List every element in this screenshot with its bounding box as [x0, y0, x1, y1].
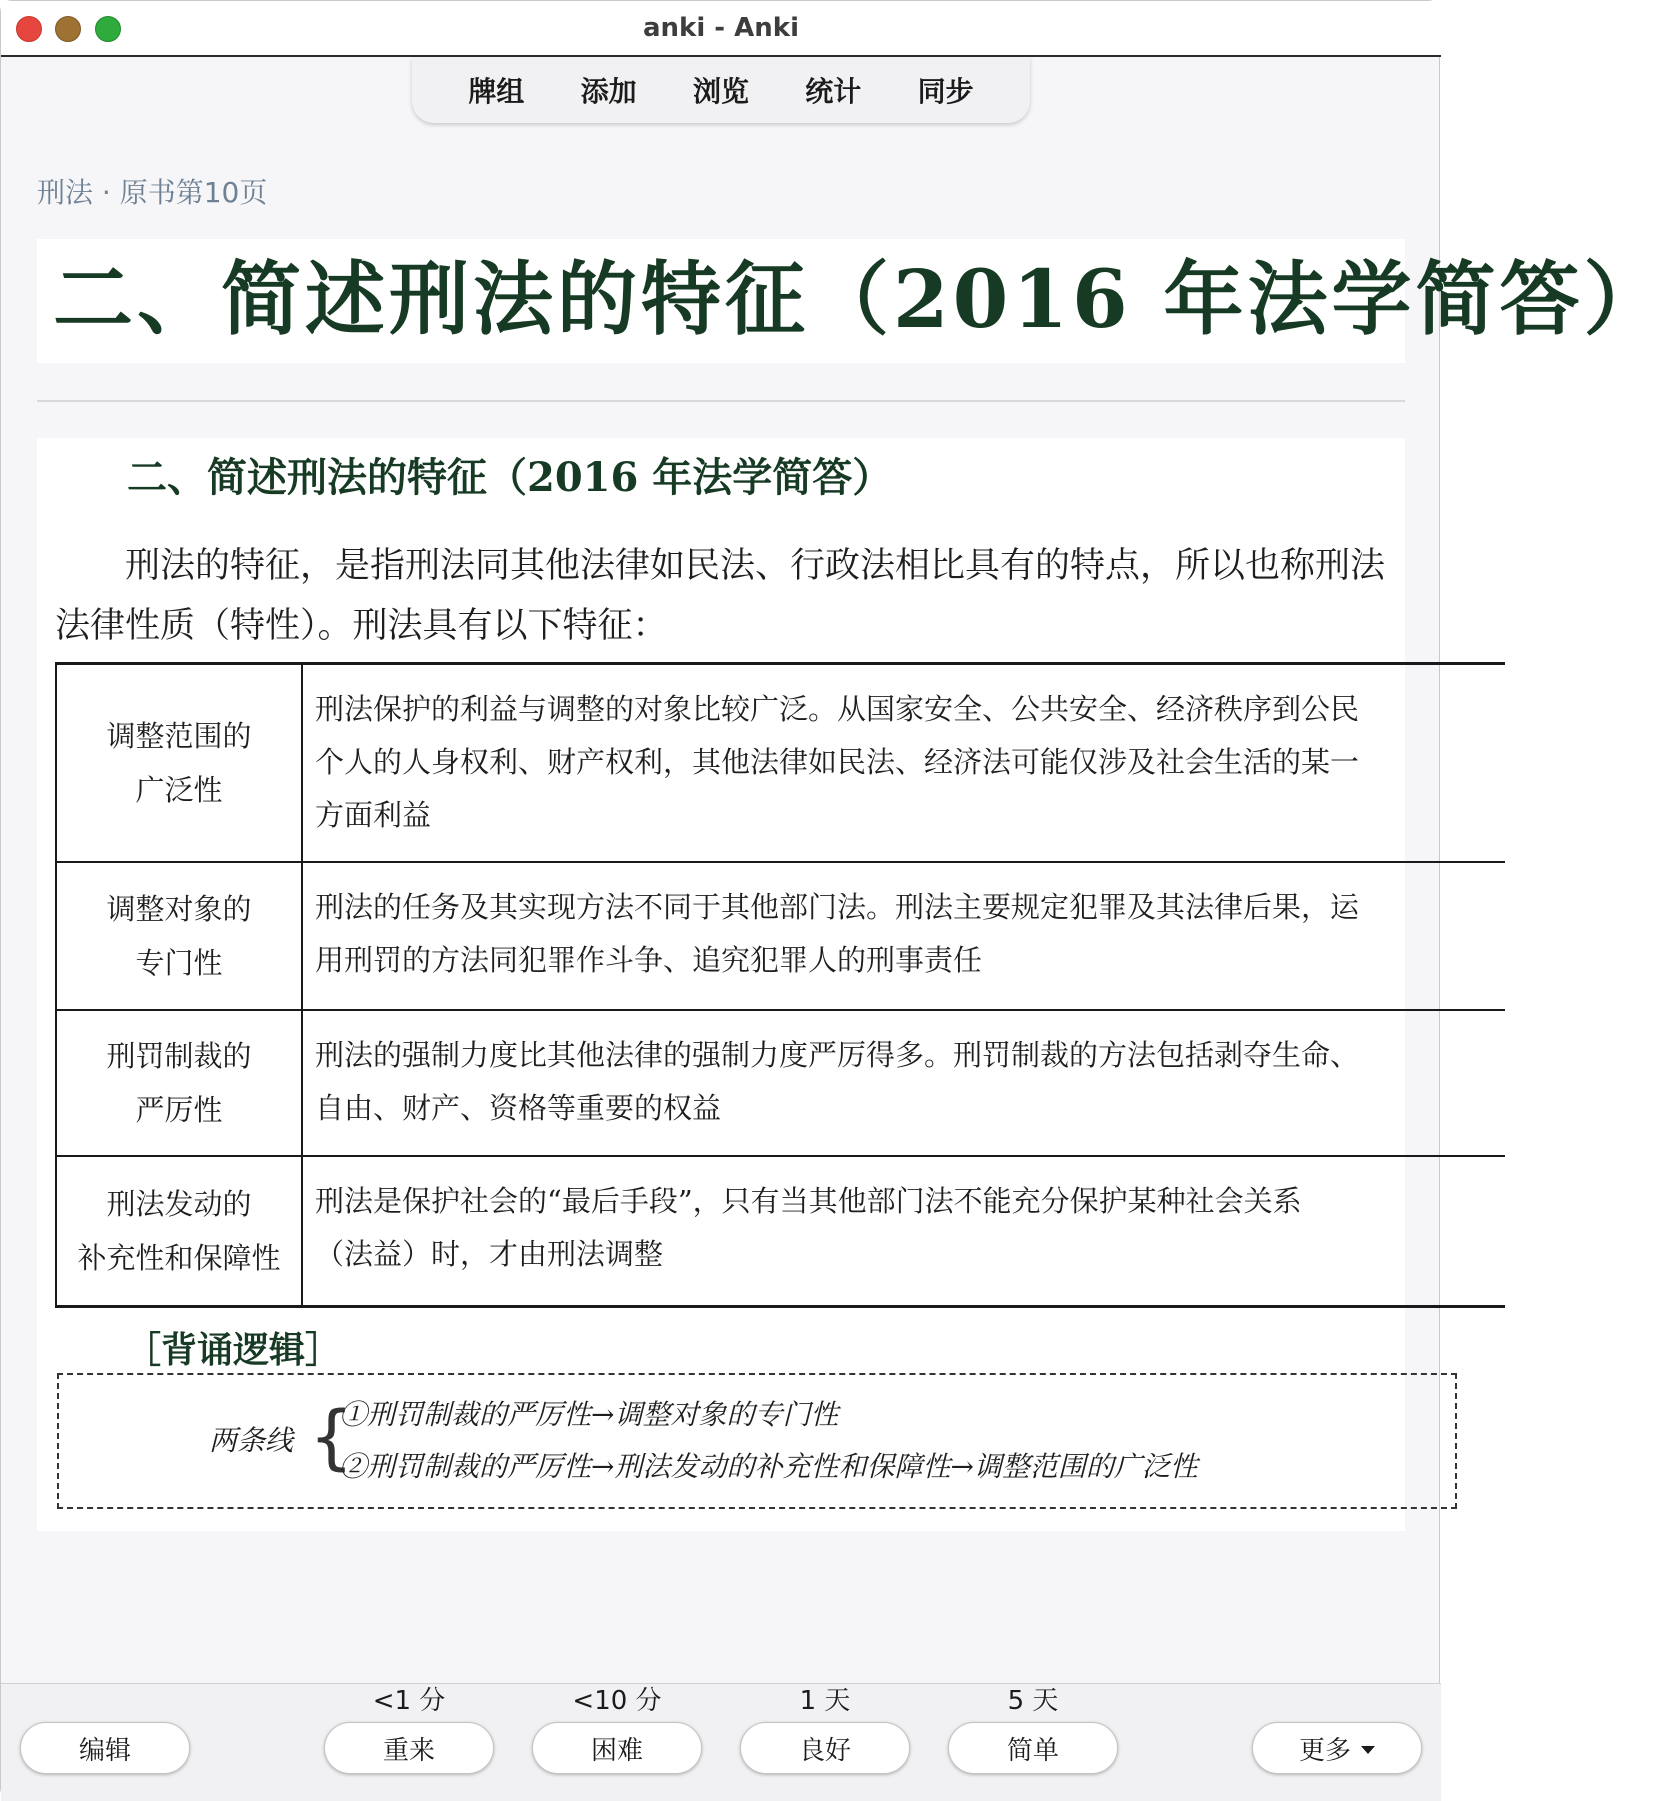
feature-label-line: 广泛性: [135, 773, 223, 807]
window-title: anki - Anki: [643, 13, 799, 43]
good-interval: 1 天: [799, 1686, 851, 1716]
table-row: [57, 665, 1505, 863]
table-row: [57, 1157, 1505, 1305]
chevron-down-icon: [1361, 1746, 1375, 1754]
again-button[interactable]: [324, 1722, 494, 1774]
logic-item: ②刑罚制裁的严厉性→刑法发动的补充性和保障性→调整范围的广泛性: [339, 1450, 1198, 1483]
memorization-logic-heading: ［背诵逻辑］: [125, 1329, 342, 1371]
easy-interval: 5 天: [1007, 1686, 1059, 1716]
good-button-label: 良好: [798, 1735, 851, 1766]
feature-description: [303, 665, 1505, 861]
description-line: 个人的人身权利、财产权利，其他法律如民法、经济法可能仅涉及社会生活的某一: [315, 745, 1360, 779]
good-button[interactable]: [740, 1722, 910, 1774]
title-bar: [1, 1, 1441, 57]
toolbar-sync[interactable]: 同步: [917, 75, 974, 108]
again-button-label: 重来: [382, 1735, 435, 1766]
description-line: 刑法是保护社会的“最后手段”，只有当其他部门法不能充分保护某种社会关系: [315, 1184, 1302, 1218]
table-row: [57, 863, 1505, 1011]
feature-description: [303, 863, 1505, 1009]
toolbar-decks[interactable]: 牌组: [468, 75, 525, 108]
feature-label: [57, 1157, 303, 1305]
hard-interval: <10 分: [572, 1686, 662, 1716]
description-line: （法益）时，才由刑法调整: [315, 1237, 664, 1271]
feature-label: [57, 863, 303, 1009]
answer-heading: 二、简述刑法的特征（2016 年法学简答）: [127, 454, 893, 501]
easy-button-label: 简单: [1006, 1735, 1059, 1766]
main-toolbar: [412, 57, 1030, 123]
more-button-label: 更多: [1298, 1735, 1351, 1766]
description-line: 用刑罚的方法同犯罪作斗争、追究犯罪人的刑事责任: [315, 943, 983, 977]
card-source-label: 刑法 · 原书第10页: [37, 176, 268, 209]
feature-label-line: 刑罚制裁的: [106, 1039, 252, 1073]
description-line: 刑法保护的利益与调整的对象比较广泛。从国家安全、公共安全、经济秩序到公民: [315, 692, 1360, 726]
toolbar-browse[interactable]: 浏览: [692, 75, 749, 108]
description-line: 刑法的任务及其实现方法不同于其他部门法。刑法主要规定犯罪及其法律后果，运: [315, 890, 1360, 924]
feature-label: [57, 1011, 303, 1155]
feature-label-line: 调整范围的: [106, 719, 252, 753]
feature-label-line: 刑法发动的: [106, 1187, 252, 1221]
feature-label-line: 补充性和保障性: [77, 1241, 281, 1275]
logic-lead-label: 两条线: [209, 1424, 294, 1457]
feature-description: [303, 1157, 1505, 1305]
toolbar-add[interactable]: 添加: [580, 75, 637, 108]
table-row: [57, 1011, 1505, 1157]
intro-paragraph-line: 法律性质（特性）。刑法具有以下特征：: [55, 606, 668, 646]
features-table: [55, 662, 1505, 1308]
easy-button[interactable]: [948, 1722, 1118, 1774]
description-line: 刑法的强制力度比其他法律的强制力度严厉得多。刑罚制裁的方法包括剥夺生命、: [315, 1038, 1360, 1072]
review-bottom-bar: [1, 1683, 1441, 1801]
brace-icon: {: [309, 1396, 354, 1478]
answer-divider: [37, 400, 1405, 402]
toolbar-stats[interactable]: 统计: [805, 75, 862, 108]
feature-label-line: 严厉性: [135, 1093, 223, 1127]
edit-button-label: 编辑: [78, 1735, 131, 1766]
feature-label: [57, 665, 303, 861]
more-button[interactable]: [1252, 1722, 1422, 1774]
question-image: [37, 239, 1668, 363]
edit-button[interactable]: [20, 1722, 190, 1774]
feature-description: [303, 1011, 1505, 1155]
logic-item: ①刑罚制裁的严厉性→调整对象的专门性: [339, 1398, 839, 1431]
answer-image: [37, 438, 1405, 1531]
question-heading: 二、简述刑法的特征（2016 年法学简答）: [53, 252, 1668, 346]
description-line: 方面利益: [315, 798, 432, 832]
intro-paragraph-line: 刑法的特征，是指刑法同其他法律如民法、行政法相比具有的特点，所以也称刑法: [125, 546, 1386, 586]
memorization-logic-box: [57, 1373, 1457, 1509]
feature-label-line: 调整对象的: [106, 892, 252, 926]
feature-label-line: 专门性: [135, 946, 223, 980]
description-line: 自由、财产、资格等重要的权益: [315, 1091, 722, 1125]
hard-button[interactable]: [532, 1722, 702, 1774]
again-interval: <1 分: [372, 1686, 446, 1716]
hard-button-label: 困难: [590, 1735, 643, 1766]
